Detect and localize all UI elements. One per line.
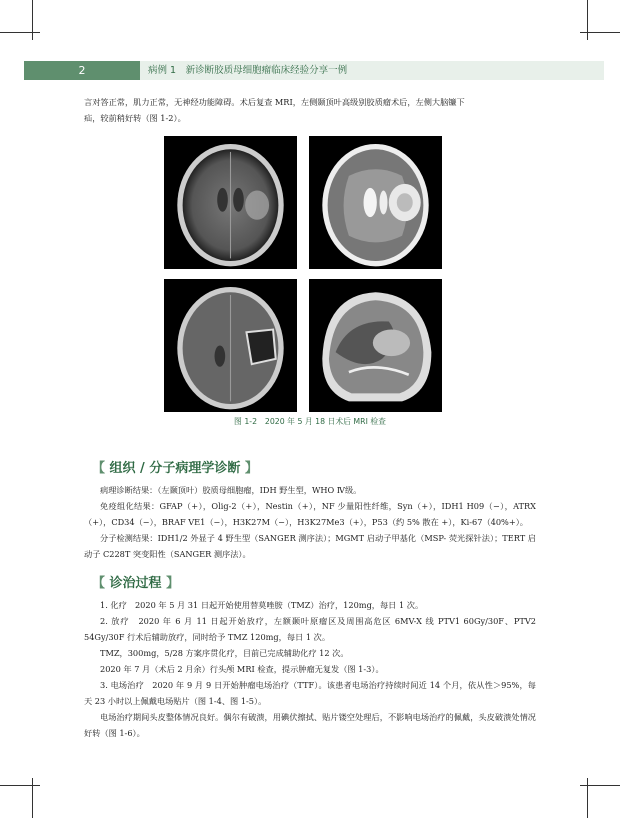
- scalp-condition: 电场治疗期间头皮整体情况良好。偶尔有破溃，用碘伏擦拭、贴片镂空处理后，不影响电场治疗的佩戴，头皮破溃处情况好转（图 1-6）。: [84, 712, 536, 738]
- radiotherapy: 2. 放疗 2020 年 6 月 11 日起开始放疗，左额颞叶原瘤区及周围高危区 6MV-X 线 PTV1 60Gy/30F、PTV2 54Gy/30F 行术后辅助放疗，同时给予 TMZ 120mg，每日 1 次。: [84, 616, 536, 642]
- figure-caption: 图 1-2 2020 年 5 月 18 日术后 MRI 检查: [234, 417, 386, 426]
- mri-image-coronal: [309, 279, 442, 412]
- tmz-regimen: TMZ，300mg，5/28 方案序贯化疗，目前已完成辅助化疗 12 次。: [100, 648, 349, 658]
- mri-figure: [164, 136, 442, 412]
- intro-line: 疝，较前稍好转（图 1-2）。: [84, 113, 186, 123]
- running-title: 病例 1 新诊断胶质母细胞瘤临床经验分享一例: [148, 65, 348, 76]
- ttf-therapy: 3. 电场治疗 2020 年 9 月 9 日开始肿瘤电场治疗（TTF）。该患者电场治疗持续时间近 14 个月，依从性＞95%，每天 23 小时以上佩戴电场贴片（图 1-4、图 1-5）。: [84, 680, 536, 706]
- running-header: [24, 61, 604, 80]
- mri-image-axial-t1: [164, 136, 297, 269]
- section-title: 组织 / 分子病理学诊断: [109, 461, 241, 476]
- mri-image-axial-t1-contrast: [164, 279, 297, 412]
- crop-mark: [0, 32, 40, 33]
- crop-mark: [587, 778, 588, 818]
- mri-followup: 2020 年 7 月（术后 2 月余）行头颅 MRI 检查，提示肿瘤无复发（图 1-3）。: [100, 664, 384, 674]
- pathology-section: [84, 482, 536, 562]
- crop-mark: [587, 0, 588, 40]
- intro-paragraph: [84, 94, 536, 126]
- intro-line: 言对答正常，肌力正常，无神经功能障碍。术后复查 MRI，左侧颞顶叶高级别胶质瘤术后，左侧大脑镰下: [84, 97, 465, 107]
- section-heading-treatment: 【 诊治过程 】: [92, 576, 180, 591]
- crop-mark: [580, 32, 620, 33]
- pathology-diagnosis: 病理诊断结果：（左颞顶叶）胶质母细胞瘤，IDH 野生型，WHO Ⅳ级。: [100, 485, 362, 495]
- crop-mark: [0, 785, 40, 786]
- crop-mark: [580, 785, 620, 786]
- mri-image-axial-t2: [309, 136, 442, 269]
- crop-mark: [32, 778, 33, 818]
- immunohistochemistry: 免疫组化结果：GFAP（+），Olig-2（+），Nestin（+），NF 少量阳性纤维，Syn（+），IDH1 H09（−），ATRX（+），CD34（−），BRAF VE1（−），H3K27M（−），H3K27Me3（+），P53（约 5% 散在 +），Ki-67（40%+）。: [84, 501, 536, 527]
- treatment-section: [84, 597, 536, 741]
- section-heading-pathology: 【 组织 / 分子病理学诊断 】: [92, 461, 258, 476]
- page-number: 2: [24, 61, 140, 80]
- chemotherapy: 1. 化疗 2020 年 5 月 31 日起开始使用替莫唑胺（TMZ）治疗，120mg，每日 1 次。: [100, 600, 424, 610]
- crop-mark: [32, 0, 33, 40]
- section-title: 诊治过程: [109, 576, 162, 591]
- molecular-testing: 分子检测结果：IDH1/2 外显子 4 野生型（SANGER 测序法）；MGMT 启动子甲基化（MSP- 荧光探针法）；TERT 启动子 C228T 突变阳性（SANGER 测序法）。: [84, 533, 536, 559]
